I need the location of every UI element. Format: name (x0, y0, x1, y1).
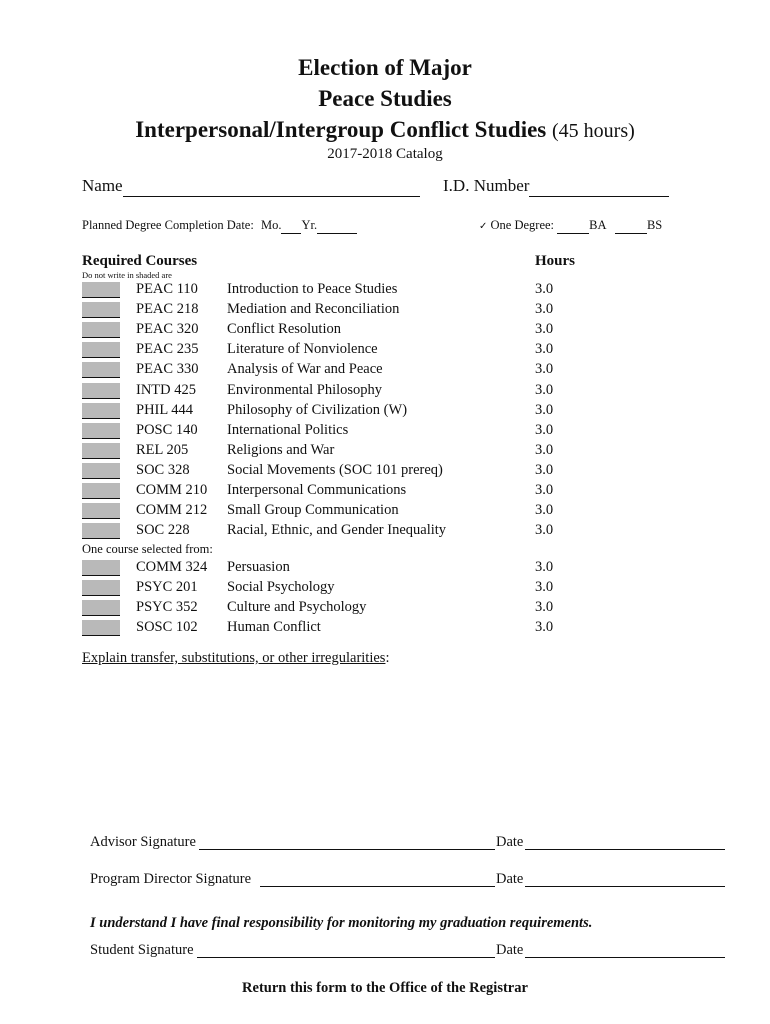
course-hours: 3.0 (535, 461, 554, 478)
course-hours: 3.0 (535, 482, 554, 498)
course-code: PEAC 320 (136, 321, 199, 338)
course-hours: 3.0 (535, 599, 554, 615)
program-name: Peace Studies (318, 86, 452, 111)
course-row (82, 559, 562, 579)
responsibility-statement: I understand I have final responsibility for monitoring my graduation requirements. (90, 915, 593, 931)
explain-area[interactable] (82, 672, 722, 822)
course-hours: 3.0 (535, 619, 554, 635)
month-field[interactable] (281, 218, 301, 234)
shaded-grade-box (82, 282, 120, 298)
course-code: PSYC 201 (136, 579, 198, 595)
course-code: COMM 324 (136, 559, 208, 575)
student-signature-field[interactable] (197, 957, 495, 958)
course-hours: 3.0 (535, 421, 554, 438)
course-row (82, 402, 562, 422)
shaded-grade-box (82, 620, 120, 636)
shaded-grade-box (82, 322, 120, 338)
concentration-title (0, 117, 770, 143)
form-title: Election of Major (298, 55, 472, 80)
shaded-grade-box (82, 503, 120, 519)
shaded-area-note: Do not write in shaded are (82, 270, 172, 280)
student-date-label: Date (496, 942, 524, 958)
return-instructions: Return this form to the Office of the Registrar (242, 980, 528, 996)
course-row (82, 522, 562, 542)
course-row (82, 281, 562, 301)
explain-label: Explain transfer, substitutions, or other irregularities (82, 650, 386, 666)
shaded-grade-box (82, 560, 120, 576)
course-row (82, 382, 562, 402)
shaded-grade-box (82, 403, 120, 419)
shaded-grade-box (82, 463, 120, 479)
shaded-grade-box (82, 600, 120, 616)
course-hours: 3.0 (535, 321, 554, 338)
course-title: Religions and War (227, 441, 335, 458)
student-signature-label: Student Signature (90, 942, 194, 958)
course-code: SOSC 102 (136, 619, 198, 635)
course-title: Analysis of War and Peace (227, 361, 383, 378)
course-code: PSYC 352 (136, 599, 198, 615)
course-hours: 3.0 (535, 301, 554, 318)
course-row (82, 301, 562, 321)
explain-colon: : (385, 650, 390, 666)
hours-heading: Hours (535, 253, 576, 269)
id-field-row (443, 176, 669, 197)
shaded-grade-box (82, 362, 120, 378)
course-title: International Politics (227, 421, 349, 438)
course-code: PEAC 235 (136, 341, 199, 358)
course-title: Human Conflict (227, 619, 321, 635)
course-title: Philosophy of Civilization (W) (227, 401, 408, 418)
required-courses-heading: Required Courses (82, 253, 198, 269)
shaded-grade-box (82, 483, 120, 499)
student-date-field[interactable] (525, 957, 725, 958)
course-title: Introduction to Peace Studies (227, 281, 398, 297)
ba-field[interactable] (557, 218, 589, 234)
course-title: Social Movements (SOC 101 prereq) (227, 461, 443, 478)
advisor-signature-field[interactable] (199, 849, 495, 850)
course-title: Mediation and Reconciliation (227, 301, 400, 318)
course-code: REL 205 (136, 441, 189, 458)
course-hours: 3.0 (535, 559, 554, 575)
course-title: Small Group Communication (227, 502, 399, 519)
course-row (82, 599, 562, 619)
shaded-grade-box (82, 523, 120, 539)
shaded-grade-box (82, 302, 120, 318)
name-field-row (82, 176, 420, 197)
course-code: PEAC 330 (136, 361, 199, 378)
total-hours: (45 hours) (552, 120, 635, 142)
course-code: SOC 328 (136, 461, 190, 478)
name-field[interactable] (123, 176, 420, 197)
course-hours: 3.0 (535, 281, 554, 297)
id-field[interactable] (529, 176, 669, 197)
advisor-date-label: Date (496, 834, 524, 850)
course-code: INTD 425 (136, 381, 197, 398)
course-hours: 3.0 (535, 341, 554, 358)
course-title: Persuasion (227, 559, 290, 575)
course-code: PEAC 218 (136, 301, 199, 318)
course-row (82, 361, 562, 381)
course-code: COMM 210 (136, 482, 208, 498)
course-title: Culture and Psychology (227, 599, 367, 615)
catalog-year: 2017-2018 Catalog (327, 146, 443, 162)
degree-row (479, 218, 662, 234)
course-title: Environmental Philosophy (227, 381, 383, 398)
course-row (82, 619, 562, 639)
month-label: Mo. (260, 218, 282, 232)
shaded-grade-box (82, 580, 120, 596)
director-date-field[interactable] (525, 886, 725, 887)
course-title: Literature of Nonviolence (227, 341, 378, 358)
advisor-date-field[interactable] (525, 849, 725, 850)
course-row (82, 462, 562, 482)
shaded-grade-box (82, 383, 120, 399)
course-row (82, 579, 562, 599)
year-field[interactable] (317, 218, 357, 234)
id-label: I.D. Number (443, 176, 530, 195)
bs-label: BS (646, 218, 663, 232)
course-code: COMM 212 (136, 502, 208, 519)
concentration-name: Interpersonal/Intergroup Conflict Studies (135, 117, 547, 142)
course-row (82, 321, 562, 341)
one-degree-label: One Degree: (490, 218, 555, 232)
course-title: Conflict Resolution (227, 321, 341, 338)
course-code: POSC 140 (136, 421, 198, 438)
elective-heading: One course selected from: (82, 542, 213, 556)
planned-date-label: Planned Degree Completion Date: (82, 218, 254, 232)
course-row (82, 442, 562, 462)
name-label: Name (82, 176, 123, 195)
course-hours: 3.0 (535, 361, 554, 378)
course-title: Interpersonal Communications (227, 482, 407, 498)
course-hours: 3.0 (535, 441, 554, 458)
director-signature-field[interactable] (260, 886, 495, 887)
advisor-signature-label: Advisor Signature (90, 834, 196, 850)
course-hours: 3.0 (535, 579, 554, 595)
course-code: SOC 228 (136, 522, 190, 539)
course-hours: 3.0 (535, 502, 554, 519)
ba-label: BA (589, 218, 606, 232)
course-row (82, 482, 562, 502)
course-hours: 3.0 (535, 522, 554, 539)
course-code: PEAC 110 (136, 281, 198, 297)
checkmark-icon: ✓ (479, 221, 488, 232)
explain-row (82, 650, 389, 667)
director-date-label: Date (496, 871, 524, 887)
shaded-grade-box (82, 342, 120, 358)
planned-date-row (82, 218, 357, 234)
course-row (82, 341, 562, 361)
course-hours: 3.0 (535, 401, 554, 418)
course-row (82, 502, 562, 522)
course-hours: 3.0 (535, 381, 554, 398)
shaded-grade-box (82, 443, 120, 459)
course-code: PHIL 444 (136, 401, 194, 418)
course-row (82, 422, 562, 442)
bs-field[interactable] (615, 218, 647, 234)
shaded-grade-box (82, 423, 120, 439)
year-label: Yr. (301, 218, 318, 232)
director-signature-label: Program Director Signature (90, 871, 252, 887)
course-title: Racial, Ethnic, and Gender Inequality (227, 522, 447, 539)
course-title: Social Psychology (227, 579, 335, 595)
